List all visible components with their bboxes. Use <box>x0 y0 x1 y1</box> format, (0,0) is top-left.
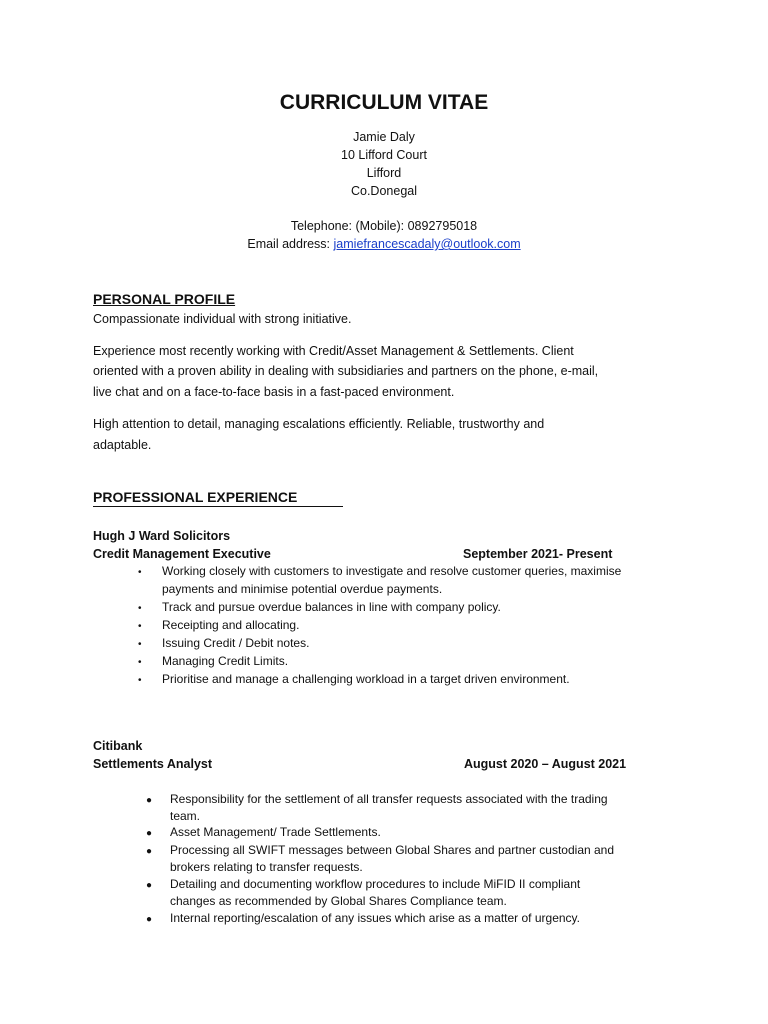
contact-address-line-2: Lifford <box>366 166 402 180</box>
job-bullet: Asset Management/ Trade Settlements. <box>170 825 381 839</box>
phone-label: Telephone: (Mobile): <box>290 219 405 233</box>
job-bullet: Internal reporting/escalation of any issues which arise as a matter of urgency. <box>170 911 580 925</box>
job-bullet: Detailing and documenting workflow procedures to include MiFID II compliant <box>170 877 581 891</box>
job-role: Settlements Analyst <box>93 757 213 771</box>
job-bullet: brokers relating to transfer requests. <box>170 860 363 874</box>
job-bullet: changes as recommended by Global Shares Compliance team. <box>170 894 507 908</box>
page-title: CURRICULUM VITAE <box>279 91 489 114</box>
professional-experience-heading: PROFESSIONAL EXPERIENCE <box>93 489 298 505</box>
contact-email-line <box>0 237 768 251</box>
profile-line: High attention to detail, managing escalations efficiently. Reliable, trustworthy and <box>93 417 545 431</box>
job-bullet: Processing all SWIFT messages between Global Shares and partner custodian and <box>170 843 615 857</box>
personal-profile-heading: PERSONAL PROFILE <box>93 291 236 307</box>
profile-line: Experience most recently working with Credit/Asset Management & Settlements. Client <box>93 344 574 358</box>
heading-underline <box>93 506 343 507</box>
phone-number: 0892795018 <box>407 219 478 233</box>
bullet-icon: • <box>138 675 142 686</box>
job-bullet: Managing Credit Limits. <box>162 654 289 668</box>
profile-line: adaptable. <box>93 438 152 452</box>
bullet-icon: ● <box>146 795 153 806</box>
job-bullet: Track and pursue overdue balances in line with company policy. <box>162 600 501 614</box>
email-link[interactable]: jamiefrancescadaly@outlook.com <box>333 237 521 251</box>
contact-address-line-1: 10 Lifford Court <box>341 148 427 162</box>
bullet-icon: ● <box>146 914 153 925</box>
job-bullet: payments and minimise potential overdue payments. <box>162 582 443 596</box>
job-role: Credit Management Executive <box>93 547 271 561</box>
profile-line: oriented with a proven ability in dealing with subsidiaries and partners on the phone, e-mail, <box>93 364 599 378</box>
bullet-icon: ● <box>146 880 153 891</box>
job-bullet: Receipting and allocating. <box>162 618 300 632</box>
profile-line: Compassionate individual with strong initiative. <box>93 312 352 326</box>
job-bullet: team. <box>170 809 201 823</box>
bullet-icon: • <box>138 621 142 632</box>
job-bullet: Responsibility for the settlement of all transfer requests associated with the trading <box>170 792 608 806</box>
bullet-icon: ● <box>146 828 153 839</box>
job-dates: August 2020 – August 2021 <box>464 757 627 771</box>
job-bullet: Issuing Credit / Debit notes. <box>162 636 310 650</box>
contact-phone-line <box>0 219 768 233</box>
job-dates: September 2021- Present <box>463 547 613 561</box>
contact-name: Jamie Daly <box>353 130 415 144</box>
profile-line: live chat and on a face-to-face basis in a fast-paced environment. <box>93 385 455 399</box>
job-bullet: Working closely with customers to investigate and resolve customer queries, maximise <box>162 564 622 578</box>
bullet-icon: • <box>138 567 142 578</box>
employer-name: Citibank <box>93 739 143 753</box>
bullet-icon: • <box>138 657 142 668</box>
job-bullet: Prioritise and manage a challenging workload in a target driven environment. <box>162 672 570 686</box>
email-label: Email address: <box>247 237 331 251</box>
contact-address-line-3: Co.Donegal <box>350 184 417 198</box>
bullet-icon: • <box>138 639 142 650</box>
employer-name: Hugh J Ward Solicitors <box>93 529 231 543</box>
bullet-icon: • <box>138 603 142 614</box>
bullet-icon: ● <box>146 846 153 857</box>
